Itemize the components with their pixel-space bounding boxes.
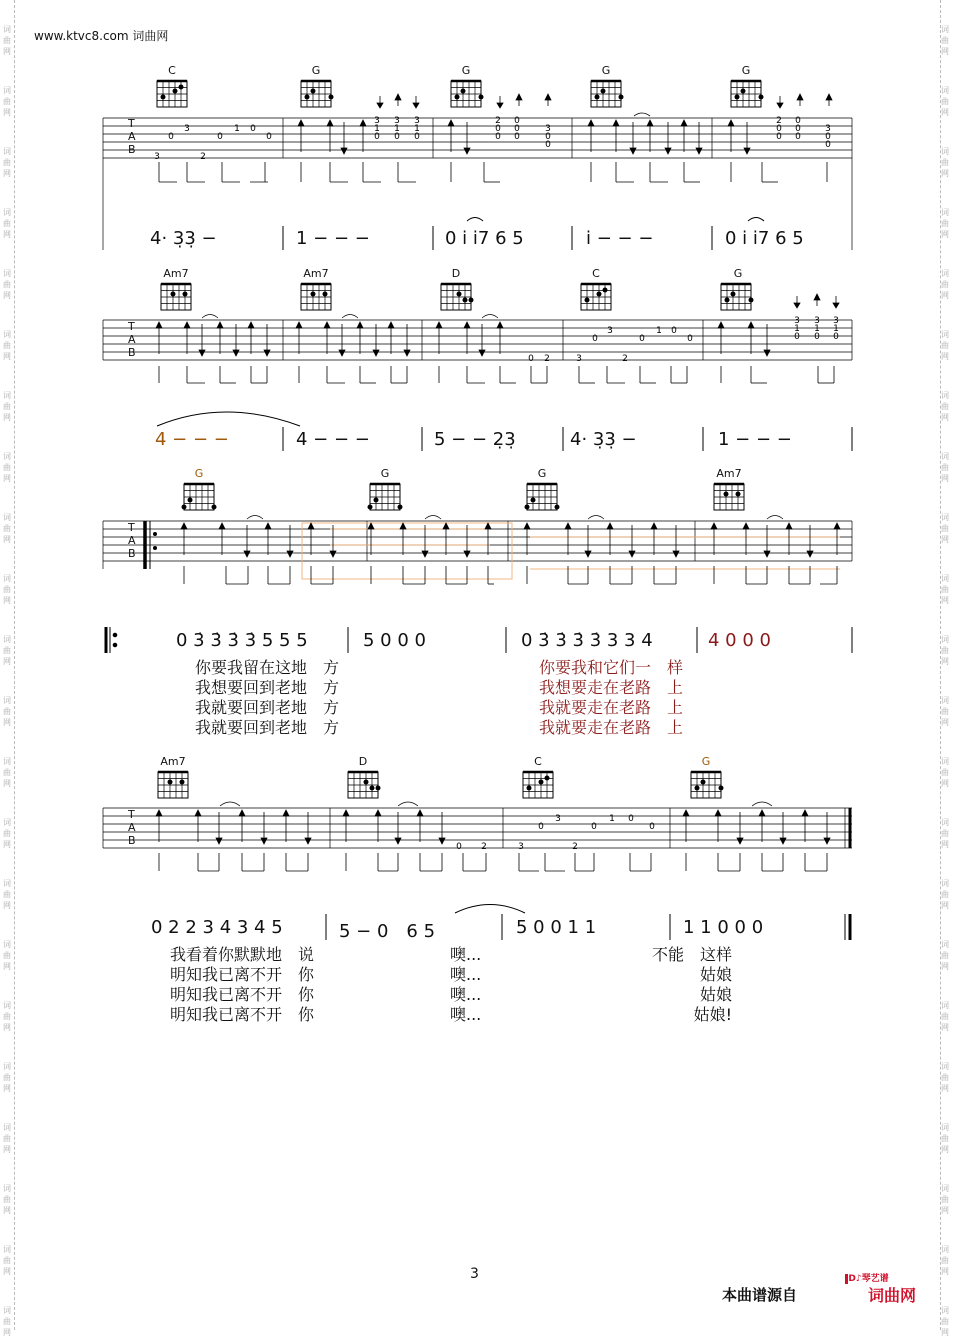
watermark-mark: 词 曲 网 <box>3 208 11 239</box>
watermark-mark: 词 曲 网 <box>3 452 11 483</box>
svg-text:1: 1 <box>656 326 662 336</box>
svg-text:0: 0 <box>795 116 801 126</box>
lyric-line: 我就要走在老路 上 <box>539 718 684 737</box>
watermark-mark: 词 曲 网 <box>941 818 949 849</box>
svg-text:3: 3 <box>794 316 800 326</box>
svg-text:1: 1 <box>814 324 820 334</box>
svg-text:1: 1 <box>833 324 839 334</box>
svg-text:3: 3 <box>518 842 524 852</box>
watermark-mark: 词 曲 网 <box>3 696 11 727</box>
svg-text:0: 0 <box>514 132 520 142</box>
lyric-line: 明知我已离不开 你 <box>170 985 315 1004</box>
chord-label: C <box>168 64 176 77</box>
svg-text:0: 0 <box>217 132 223 142</box>
watermark-mark: 词 曲 网 <box>3 1184 11 1215</box>
site-header: www.ktvc8.com 词曲网 <box>34 29 169 43</box>
svg-text:0: 0 <box>394 132 400 142</box>
svg-text:0: 0 <box>825 140 831 150</box>
watermark-mark: 词 曲 网 <box>941 696 949 727</box>
notation-measure: 5 0 0 0 <box>363 630 426 651</box>
svg-text:0: 0 <box>414 132 420 142</box>
svg-text:0: 0 <box>795 132 801 142</box>
svg-text:0: 0 <box>671 326 677 336</box>
system-3-stems <box>181 516 840 585</box>
watermark-mark: 词 曲 网 <box>3 25 11 56</box>
watermark-mark: 词 曲 网 <box>3 757 11 788</box>
svg-text:0: 0 <box>250 124 256 134</box>
svg-text:3: 3 <box>576 354 582 364</box>
svg-text:0: 0 <box>687 334 693 344</box>
notation-measure: 0 3̇ 3̇ 3̇ 3̇ 3 3 4 <box>521 630 653 651</box>
lyric-line: 明知我已离不开 你 <box>170 1005 315 1024</box>
watermark-mark: 词 曲 网 <box>941 25 949 56</box>
watermark-mark: 词 曲 网 <box>941 1062 949 1093</box>
svg-text:0: 0 <box>795 124 801 134</box>
site-logo[interactable]: 词曲网 <box>868 1286 917 1305</box>
watermark-mark: 词 曲 网 <box>3 147 11 178</box>
lyric-line: 不能 这样 <box>651 945 732 964</box>
lyric-line: 我看着你默默地 说 <box>170 945 315 964</box>
watermark-mark: 词 曲 网 <box>941 1306 949 1337</box>
watermark-mark: 词 曲 网 <box>3 879 11 910</box>
chord-label: G <box>194 467 204 480</box>
chord-label: G <box>537 467 547 480</box>
system-2-stems <box>156 294 839 383</box>
chord-label: Am7 <box>160 755 186 768</box>
svg-text:0: 0 <box>266 132 272 142</box>
svg-text:0: 0 <box>545 140 551 150</box>
page-number: 3 <box>470 1266 479 1282</box>
watermark-mark: 词 曲 网 <box>3 1001 11 1032</box>
lyric-line: 我就要回到老地 方 <box>195 698 340 717</box>
chord-label: G <box>601 64 611 77</box>
chord-label: Am7 <box>716 467 742 480</box>
chord-label: G <box>733 267 743 280</box>
notation-measure: 5 − − 2̣3̣ <box>434 429 516 450</box>
watermark-mark: 词 曲 网 <box>3 635 11 666</box>
svg-text:0: 0 <box>495 132 501 142</box>
svg-text:0: 0 <box>514 124 520 134</box>
lyrics-block <box>450 945 481 1025</box>
svg-text:0: 0 <box>514 116 520 126</box>
svg-text:1: 1 <box>234 124 240 134</box>
svg-text:3: 3 <box>394 116 400 126</box>
lyric-line: 明知我已离不开 你 <box>170 965 315 984</box>
chord-label: C <box>592 267 600 280</box>
watermark-mark: 词 曲 网 <box>941 86 949 117</box>
watermark-mark: 词 曲 网 <box>941 452 949 483</box>
watermark-mark: 词 曲 网 <box>941 757 949 788</box>
svg-text:0: 0 <box>495 124 501 134</box>
svg-text:3: 3 <box>545 124 551 134</box>
svg-text:0: 0 <box>528 354 534 364</box>
system-2-tab-numbers <box>528 316 839 364</box>
svg-text:0: 0 <box>591 822 597 832</box>
system-2-tab-staff <box>103 320 852 360</box>
notation-measure: 4 − − − <box>296 429 370 450</box>
watermark-mark: 词 曲 网 <box>3 391 11 422</box>
system-4-tab-numbers <box>456 814 655 852</box>
watermark-mark: 词 曲 网 <box>941 147 949 178</box>
notation-measure: 0 i̇ i̇7 6 5 <box>445 228 524 249</box>
lyrics-block <box>622 945 732 1025</box>
notation-measure: 0 3̇ 3̇ 3̇ 3̇ 5 5 5 <box>176 630 308 651</box>
svg-text:0: 0 <box>538 822 544 832</box>
svg-text:3: 3 <box>184 124 190 134</box>
system-2-diagrams <box>161 284 754 310</box>
watermark-mark: 词 曲 网 <box>941 1123 949 1154</box>
lyric-line: 我就要走在老路 上 <box>539 698 684 717</box>
lyric-line: 我想要回到老地 方 <box>195 678 340 697</box>
notation-measure: 0 i̇ i̇7 6 5 <box>725 228 804 249</box>
chord-label: Am7 <box>163 267 189 280</box>
watermark-mark: 词 曲 网 <box>3 513 11 544</box>
notation-measure: 1 − − − <box>296 228 370 249</box>
lyric-line: 我想要走在老路 上 <box>539 678 684 697</box>
svg-text:0: 0 <box>825 132 831 142</box>
watermark-mark: 词 曲 网 <box>3 1062 11 1093</box>
svg-text:1: 1 <box>374 124 380 134</box>
svg-text:3: 3 <box>814 316 820 326</box>
notation-measure: 4 0 0 0 <box>708 630 771 651</box>
svg-text:0: 0 <box>776 124 782 134</box>
logo-small-text: ID♪琴艺谱 <box>845 1274 889 1284</box>
system-3-faded-overlay <box>302 523 840 579</box>
svg-text:3: 3 <box>154 152 160 162</box>
svg-text:0: 0 <box>649 822 655 832</box>
watermark-mark: 词 曲 网 <box>941 513 949 544</box>
system-4-stems <box>156 802 830 871</box>
system-1-diagrams <box>157 81 764 107</box>
svg-text:3: 3 <box>607 326 613 336</box>
svg-text:2: 2 <box>200 152 206 162</box>
chord-label: G <box>461 64 471 77</box>
lyric-line: 噢... <box>450 1005 482 1024</box>
lyric-line: 你要我和它们一 样 <box>539 658 684 677</box>
svg-text:3: 3 <box>374 116 380 126</box>
lyric-line: 噢... <box>450 965 482 984</box>
notation-measure: 1 − − − <box>718 429 792 450</box>
svg-text:2: 2 <box>544 354 550 364</box>
svg-text:2: 2 <box>622 354 628 364</box>
tab-clef: T A B <box>128 808 136 847</box>
watermark-mark: 词 曲 网 <box>941 1184 949 1215</box>
svg-text:1: 1 <box>794 324 800 334</box>
svg-text:3: 3 <box>555 814 561 824</box>
chord-label: G <box>311 64 321 77</box>
watermark-mark: 词 曲 网 <box>3 940 11 971</box>
notation-measure: 4· 3̣3̣ − <box>570 429 637 450</box>
notation-measure: 4· 3̣3̣ − <box>150 228 217 249</box>
svg-text:1: 1 <box>394 124 400 134</box>
watermark-mark: 词 曲 网 <box>941 879 949 910</box>
notation-measure: 0 2 2 3 4 3 4 5 <box>151 917 283 938</box>
svg-text:0: 0 <box>456 842 462 852</box>
watermark-mark: 词 曲 网 <box>941 391 949 422</box>
chord-label: D <box>358 755 368 768</box>
watermark-mark: 词 曲 网 <box>941 330 949 361</box>
system-3-diagrams <box>182 484 745 510</box>
notation-measure: 1 1 0 0 0 <box>683 917 764 938</box>
lyric-line: 噢... <box>450 985 482 1004</box>
lyrics-block <box>170 945 314 1025</box>
svg-text:2: 2 <box>572 842 578 852</box>
notation-measure: 5 − 0 6 5 <box>339 921 436 942</box>
watermark-mark: 词 曲 网 <box>3 1245 11 1276</box>
watermark-mark: 词 曲 网 <box>941 208 949 239</box>
watermark-mark: 词 曲 网 <box>3 86 11 117</box>
lyrics-block <box>539 658 683 738</box>
svg-text:0: 0 <box>628 814 634 824</box>
svg-text:0: 0 <box>639 334 645 344</box>
svg-text:2: 2 <box>776 116 782 126</box>
svg-text:3: 3 <box>414 116 420 126</box>
system-1-stems <box>159 162 827 182</box>
watermark-mark: 词 曲 网 <box>3 818 11 849</box>
watermark-mark: 词 曲 网 <box>3 1306 11 1337</box>
svg-text:0: 0 <box>592 334 598 344</box>
svg-text:1: 1 <box>414 124 420 134</box>
lyric-line: 我就要回到老地 方 <box>195 718 340 737</box>
lyric-line: 姑娘 <box>699 965 732 984</box>
chord-label: D <box>451 267 461 280</box>
tab-clef: T A B <box>128 117 136 156</box>
watermark-mark: 词 曲 网 <box>3 269 11 300</box>
notation-measure: i̇ − − − <box>586 228 654 249</box>
svg-text:0: 0 <box>168 132 174 142</box>
watermark-mark: 词 曲 网 <box>3 330 11 361</box>
svg-text:0: 0 <box>794 332 800 342</box>
svg-text:0: 0 <box>545 132 551 142</box>
chord-label: G <box>741 64 751 77</box>
lyric-line: 姑娘 <box>699 985 732 1004</box>
svg-text:1: 1 <box>609 814 615 824</box>
svg-text:0: 0 <box>814 332 820 342</box>
watermark-mark: 词 曲 网 <box>941 269 949 300</box>
source-label: 本曲谱源自 <box>722 1286 798 1304</box>
chord-label: Am7 <box>303 267 329 280</box>
svg-text:0: 0 <box>374 132 380 142</box>
lyric-line: 你要我留在这地 方 <box>195 658 340 677</box>
watermark-mark: 词 曲 网 <box>941 635 949 666</box>
lyric-line: 噢... <box>450 945 482 964</box>
watermark-mark: 词 曲 网 <box>941 1001 949 1032</box>
lyrics-block <box>195 658 339 738</box>
svg-text:0: 0 <box>776 132 782 142</box>
notation-measure: 4 − − − <box>155 429 229 450</box>
tab-clef: T A B <box>128 521 136 560</box>
chord-label: G <box>380 467 390 480</box>
svg-text:3: 3 <box>833 316 839 326</box>
watermark-mark: 词 曲 网 <box>3 1123 11 1154</box>
svg-text:0: 0 <box>833 332 839 342</box>
svg-text:2: 2 <box>495 116 501 126</box>
watermark-mark: 词 曲 网 <box>941 574 949 605</box>
tab-clef: T A B <box>128 320 136 359</box>
notation-measure: 5 0 0 1 1 <box>516 917 597 938</box>
svg-text:2: 2 <box>481 842 487 852</box>
chord-label: G <box>701 755 711 768</box>
chord-label: C <box>534 755 542 768</box>
lyric-line: 姑娘! <box>693 1005 732 1024</box>
svg-text:3: 3 <box>825 124 831 134</box>
watermark-mark: 词 曲 网 <box>941 940 949 971</box>
watermark-mark: 词 曲 网 <box>941 1245 949 1276</box>
system-4-diagrams <box>158 772 724 798</box>
watermark-mark: 词 曲 网 <box>3 574 11 605</box>
